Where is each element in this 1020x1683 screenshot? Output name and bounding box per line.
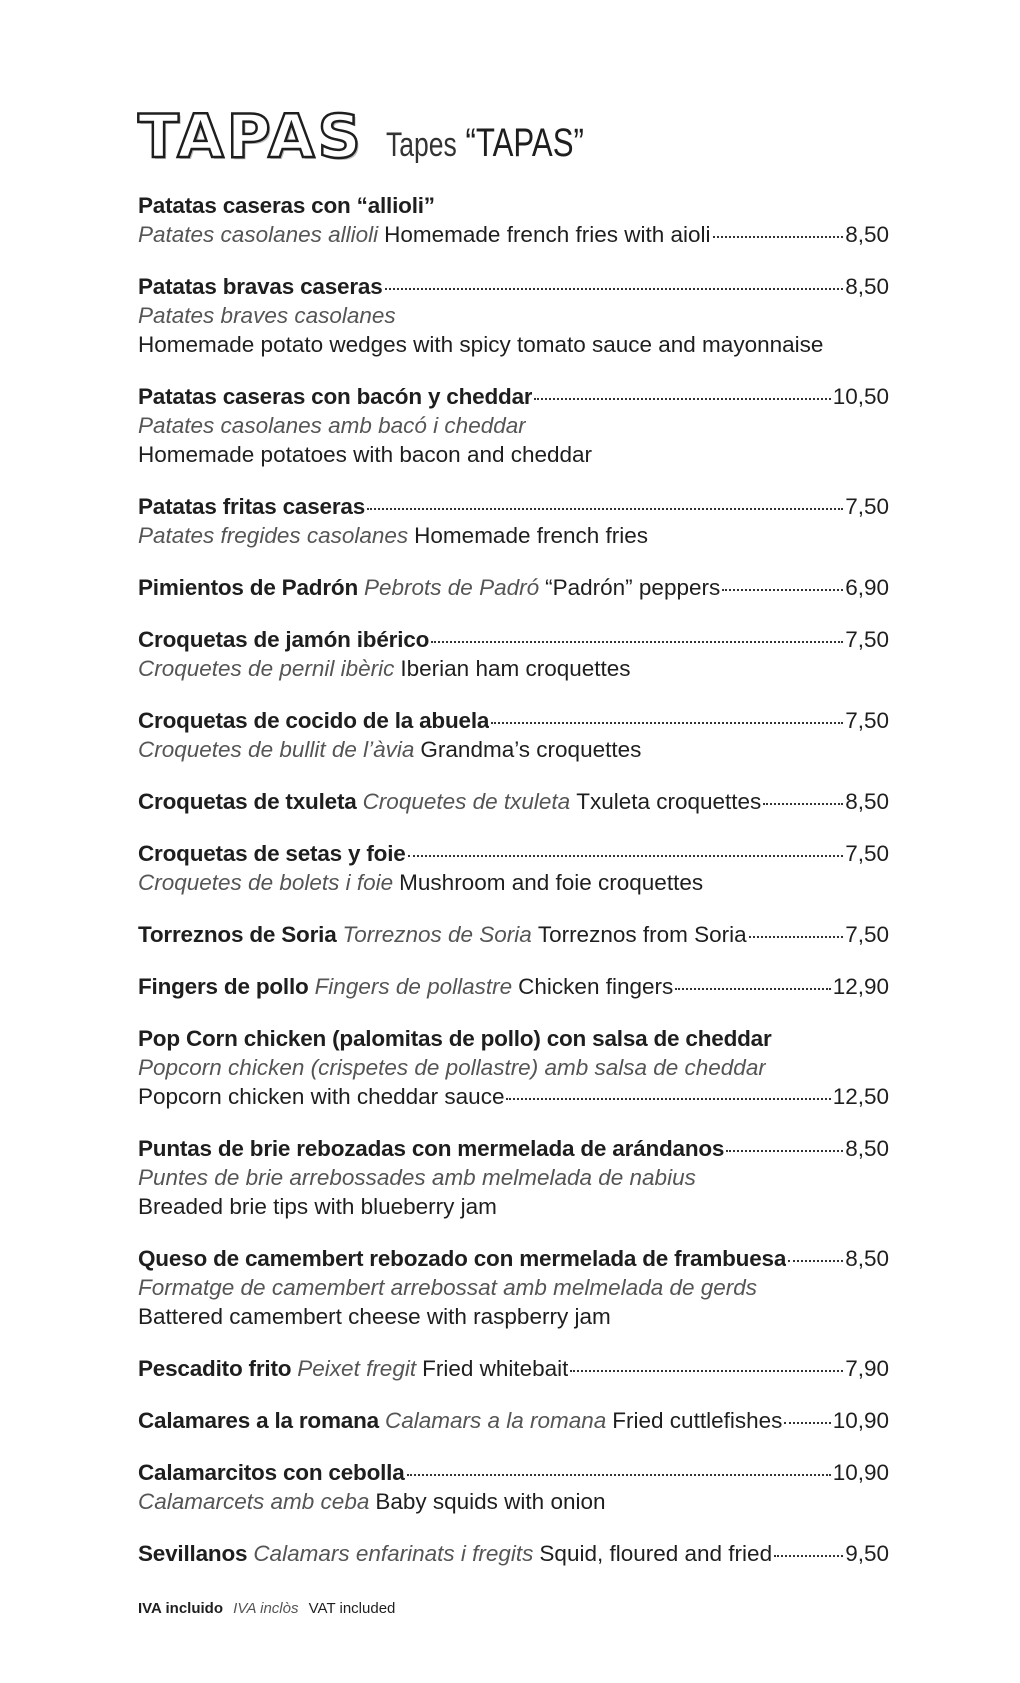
menu-item xyxy=(138,787,889,816)
item-name-ca: Calamars a la romana xyxy=(384,1408,607,1433)
item-name-ca: Puntes de brie arrebossades amb melmelada de nabius xyxy=(138,1165,696,1190)
item-name-es: Patatas bravas caseras xyxy=(138,274,383,299)
item-name-en: Fried cuttlefishes xyxy=(612,1408,783,1433)
dot-leader xyxy=(722,589,843,591)
dot-leader xyxy=(774,1555,843,1557)
menu-item xyxy=(138,492,889,550)
dot-leader xyxy=(385,288,844,290)
item-name-en: “Padrón” peppers xyxy=(545,575,721,600)
menu-item xyxy=(138,1458,889,1516)
vat-note-en: VAT included xyxy=(308,1600,396,1617)
item-name-en: Breaded brie tips with blueberry jam xyxy=(138,1194,497,1219)
item-price: 8,50 xyxy=(845,274,889,299)
menu-item xyxy=(138,625,889,683)
item-name-ca: Torreznos de Soria xyxy=(342,922,532,947)
item-name-en: Homemade potatoes with bacon and cheddar xyxy=(138,442,593,467)
item-name-ca: Croquetes de pernil ibèric xyxy=(138,656,395,681)
item-name-es: Queso de camembert rebozado con mermelada de frambuesa xyxy=(138,1246,787,1271)
menu-item xyxy=(138,1539,889,1568)
item-name-es: Croquetas de cocido de la abuela xyxy=(138,708,490,733)
item-name-es: Sevillanos xyxy=(138,1541,248,1566)
item-name-ca: Fingers de pollastre xyxy=(314,974,513,999)
item-name-es: Patatas caseras con bacón y cheddar xyxy=(138,384,533,409)
menu-item xyxy=(138,191,889,249)
dot-leader xyxy=(713,236,844,238)
item-name-es: Patatas caseras con “allioli” xyxy=(138,193,435,218)
item-name-en: Battered camembert cheese with raspberry jam xyxy=(138,1304,611,1329)
menu-item xyxy=(138,1244,889,1331)
item-price: 10,50 xyxy=(832,384,889,409)
vat-note-es: IVA incluido xyxy=(138,1600,223,1617)
menu-item xyxy=(138,382,889,469)
dot-leader xyxy=(431,641,843,643)
item-price: 7,50 xyxy=(845,922,889,947)
menu-items xyxy=(138,191,889,1568)
item-name-en: Squid, floured and fried xyxy=(539,1541,773,1566)
item-price: 7,90 xyxy=(845,1356,889,1381)
item-price: 7,50 xyxy=(845,708,889,733)
item-name-es: Croquetas de setas y foie xyxy=(138,841,406,866)
item-price: 8,50 xyxy=(845,1136,889,1161)
menu-item xyxy=(138,573,889,602)
menu-item xyxy=(138,1354,889,1383)
item-name-ca: Croquetes de bullit de l’àvia xyxy=(138,737,415,762)
item-price: 7,50 xyxy=(845,494,889,519)
page-subtitle xyxy=(386,123,584,165)
menu-item xyxy=(138,1024,889,1111)
item-name-en: Baby squids with onion xyxy=(375,1489,606,1514)
dot-leader xyxy=(784,1422,830,1424)
menu-item xyxy=(138,1406,889,1435)
item-name-ca: Patates braves casolanes xyxy=(138,303,396,328)
dot-leader xyxy=(749,936,844,938)
item-name-ca: Patates casolanes amb bacó i cheddar xyxy=(138,413,526,438)
item-name-ca: Croquetes de txuleta xyxy=(362,789,571,814)
item-price: 8,50 xyxy=(845,1246,889,1271)
item-name-ca: Patates fregides casolanes xyxy=(138,523,409,548)
item-price: 12,90 xyxy=(832,974,889,999)
item-name-es: Croquetas de txuleta xyxy=(138,789,357,814)
item-name-ca: Croquetes de bolets i foie xyxy=(138,870,394,895)
item-name-en: Chicken fingers xyxy=(518,974,674,999)
dot-leader xyxy=(726,1150,843,1152)
menu-item xyxy=(138,272,889,359)
dot-leader xyxy=(570,1370,843,1372)
item-name-es: Torreznos de Soria xyxy=(138,922,337,947)
item-name-es: Fingers de pollo xyxy=(138,974,309,999)
dot-leader xyxy=(407,1474,831,1476)
item-name-en: Homemade french fries xyxy=(414,523,649,548)
dot-leader xyxy=(506,1098,830,1100)
item-name-en: Torreznos from Soria xyxy=(537,922,747,947)
item-name-es: Croquetas de jamón ibérico xyxy=(138,627,430,652)
menu-item xyxy=(138,706,889,764)
item-name-es: Pescadito frito xyxy=(138,1356,292,1381)
dot-leader xyxy=(763,803,843,805)
item-name-en: Fried whitebait xyxy=(422,1356,569,1381)
item-name-es: Patatas fritas caseras xyxy=(138,494,366,519)
page-title: TAPAS xyxy=(138,102,364,172)
subtitle-catalan: Tapes xyxy=(385,126,457,164)
dot-leader xyxy=(408,855,844,857)
menu-item xyxy=(138,920,889,949)
item-price: 8,50 xyxy=(845,222,889,247)
item-price: 6,90 xyxy=(845,575,889,600)
item-price: 7,50 xyxy=(845,841,889,866)
item-price: 10,90 xyxy=(832,1408,889,1433)
item-name-ca: Calamars enfarinats i fregits xyxy=(253,1541,534,1566)
item-name-es: Calamares a la romana xyxy=(138,1408,379,1433)
dot-leader xyxy=(675,988,830,990)
item-name-ca: Peixet fregit xyxy=(297,1356,417,1381)
item-price: 7,50 xyxy=(845,627,889,652)
item-name-ca: Calamarcets amb ceba xyxy=(138,1489,370,1514)
item-name-ca: Pebrots de Padró xyxy=(364,575,540,600)
menu-header xyxy=(138,95,889,172)
dot-leader xyxy=(534,398,830,400)
item-name-en: Txuleta croquettes xyxy=(576,789,762,814)
item-name-en: Homemade potato wedges with spicy tomato sauce and mayonnaise xyxy=(138,332,824,357)
subtitle-english: “TAPAS” xyxy=(465,121,584,165)
item-price: 10,90 xyxy=(832,1460,889,1485)
item-name-ca: Formatge de camembert arrebossat amb melmelada de gerds xyxy=(138,1275,758,1300)
item-name-en: Popcorn chicken with cheddar sauce xyxy=(138,1084,505,1109)
item-name-en: Iberian ham croquettes xyxy=(400,656,631,681)
dot-leader xyxy=(491,722,843,724)
item-price: 9,50 xyxy=(845,1541,889,1566)
menu-page xyxy=(138,95,889,1591)
dot-leader xyxy=(367,508,843,510)
dot-leader xyxy=(788,1260,843,1262)
item-price: 8,50 xyxy=(845,789,889,814)
item-name-en: Homemade french fries with aioli xyxy=(384,222,711,247)
menu-item xyxy=(138,1134,889,1221)
item-name-es: Pimientos de Padrón xyxy=(138,575,358,600)
item-name-ca: Popcorn chicken (crispetes de pollastre) amb salsa de cheddar xyxy=(138,1055,766,1080)
menu-item xyxy=(138,839,889,897)
item-name-ca: Patates casolanes allioli xyxy=(138,222,379,247)
item-name-es: Puntas de brie rebozadas con mermelada de arándanos xyxy=(138,1136,725,1161)
item-name-en: Grandma’s croquettes xyxy=(420,737,642,762)
menu-item xyxy=(138,972,889,1001)
vat-footer xyxy=(138,1600,395,1617)
item-name-es: Pop Corn chicken (palomitas de pollo) con salsa de cheddar xyxy=(138,1026,772,1051)
vat-note-ca: IVA inclòs xyxy=(233,1600,299,1617)
item-price: 12,50 xyxy=(832,1084,889,1109)
item-name-en: Mushroom and foie croquettes xyxy=(399,870,704,895)
item-name-es: Calamarcitos con cebolla xyxy=(138,1460,405,1485)
